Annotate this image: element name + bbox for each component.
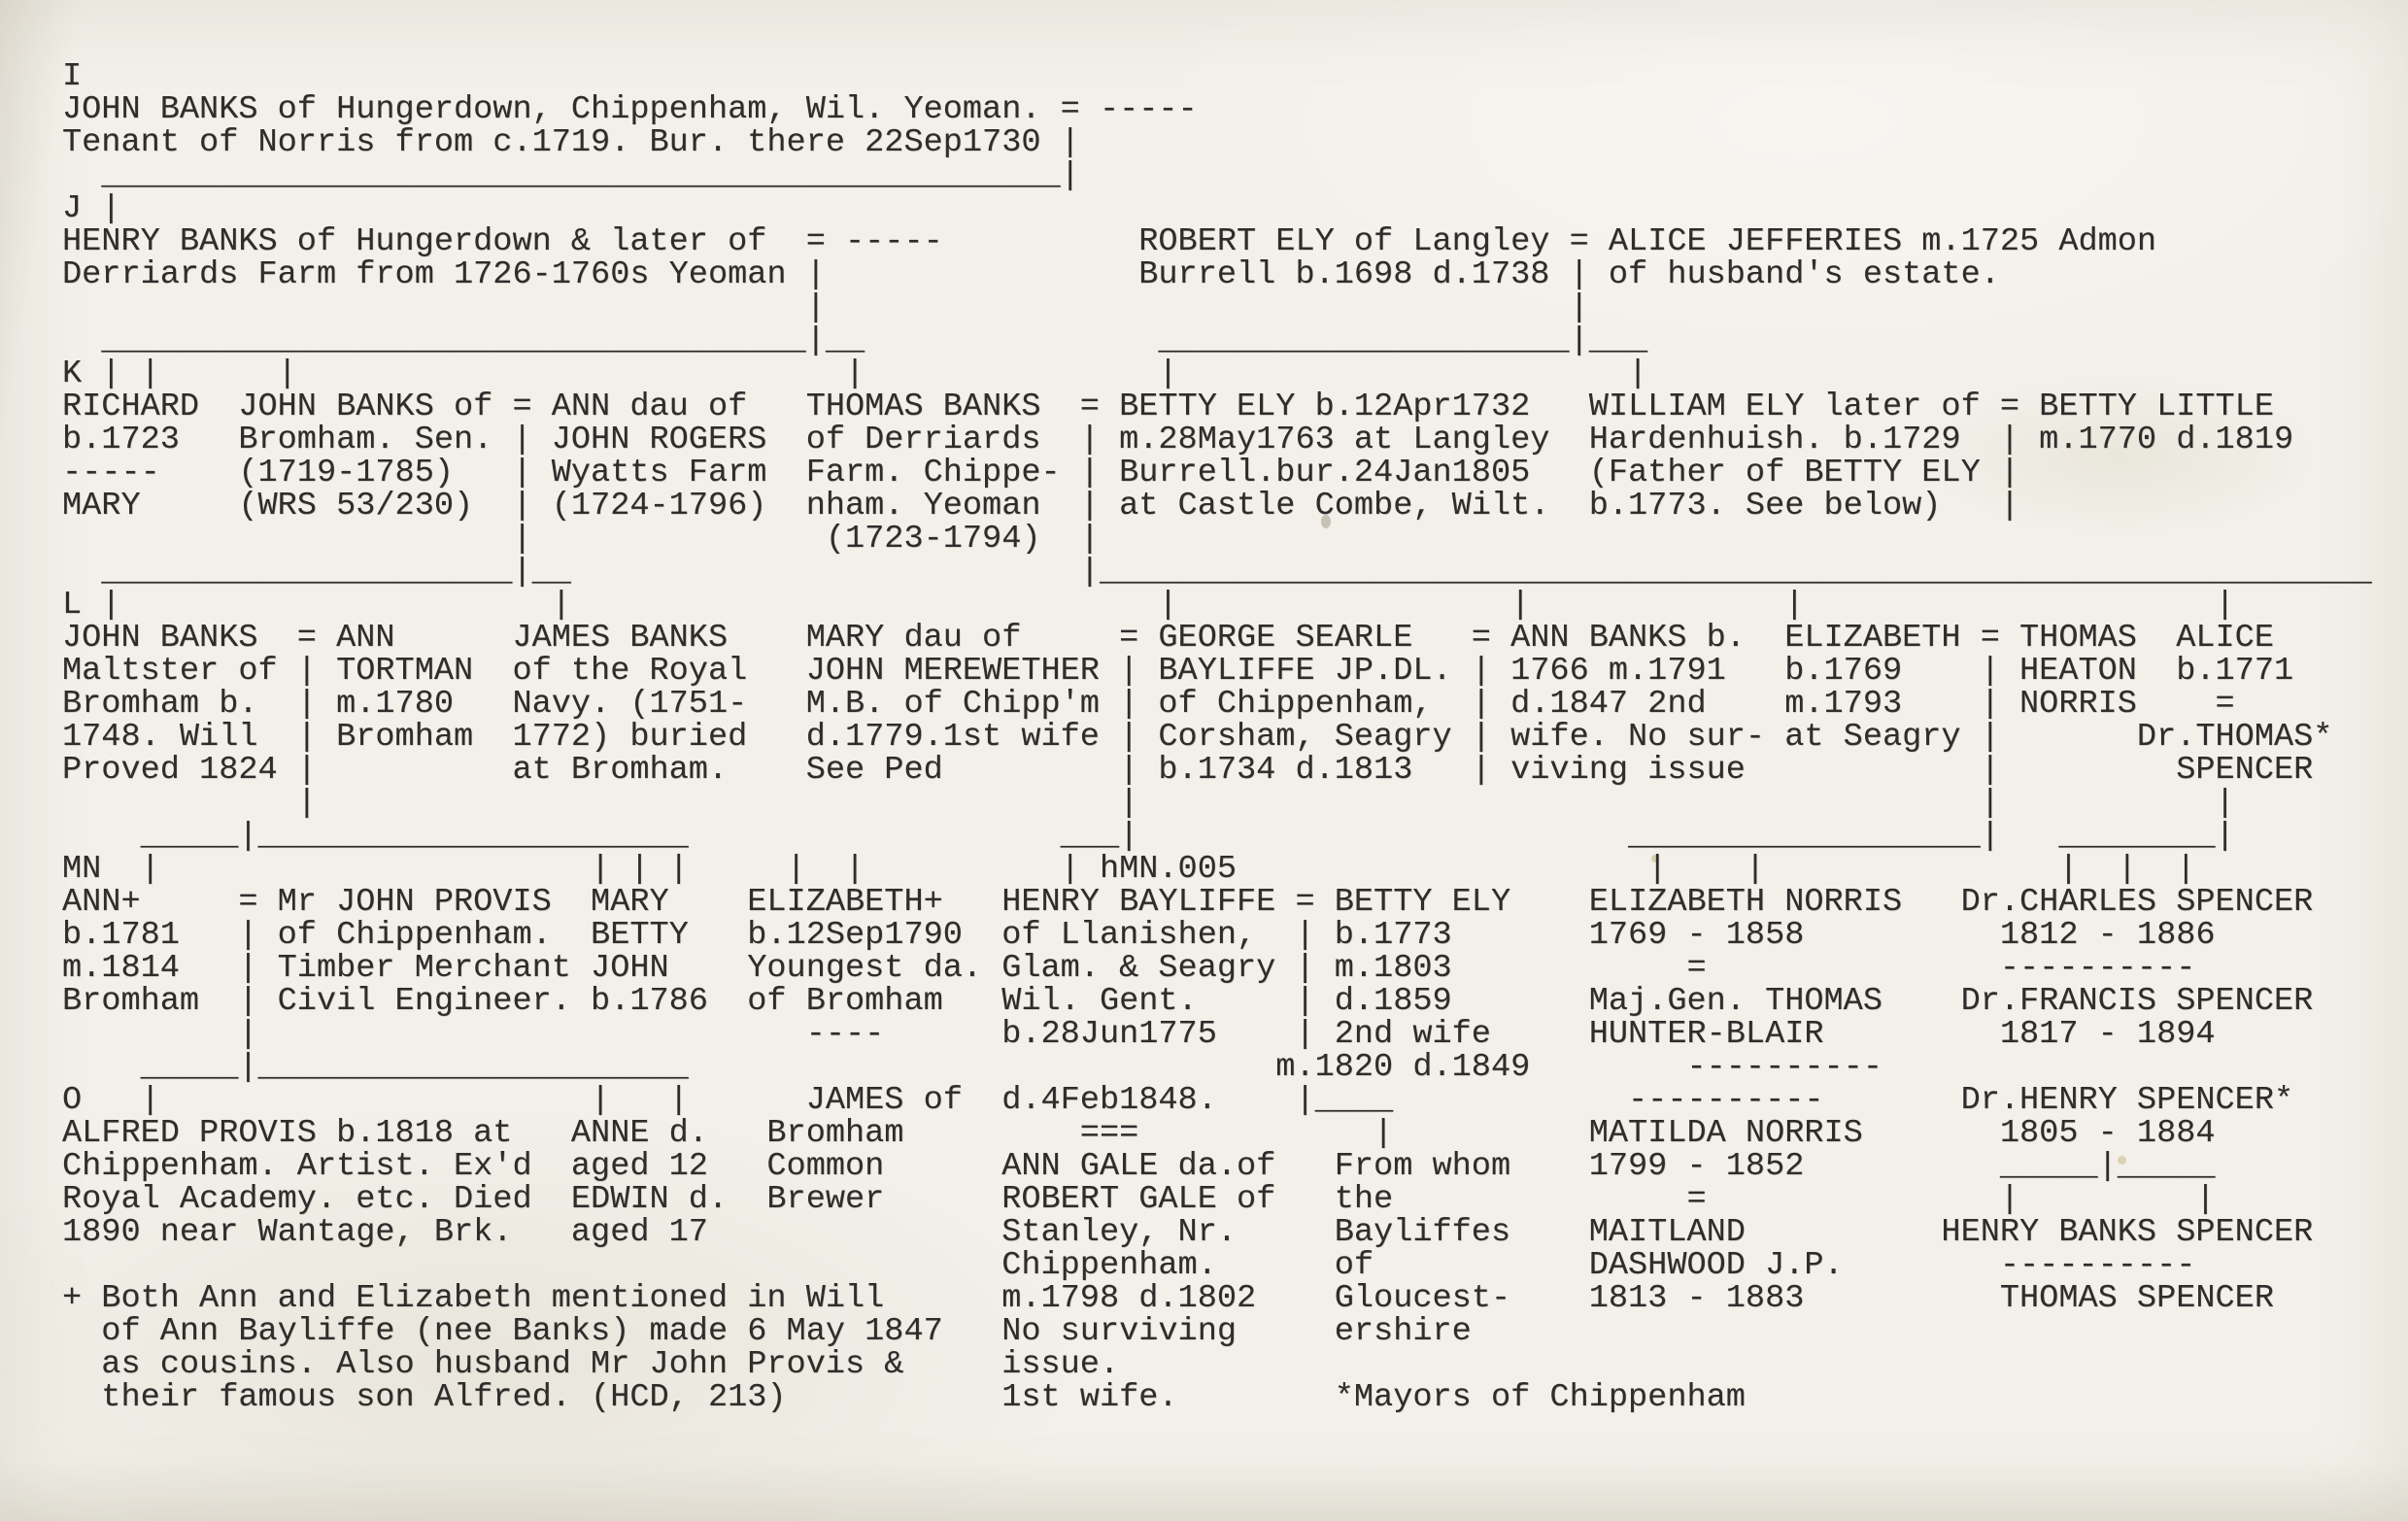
chart-line: of Ann Bayliffe (nee Banks) made 6 May 1847 No surviving ershire: [62, 1313, 1472, 1350]
chart-line: _________________________________________________|: [62, 157, 1080, 194]
chart-line: ANN+ = Mr JOHN PROVIS MARY ELIZABETH+ HENRY BAYLIFFE = BETTY ELY ELIZABETH NORRIS Dr.CHARLES SPENCER: [62, 884, 2314, 921]
chart-line: | ---- b.28Jun1775 | 2nd wife HUNTER-BLAIR 1817 - 1894: [62, 1016, 2216, 1053]
chart-line: L | | | | | |: [62, 587, 2235, 624]
chart-line: JOHN BANKS = ANN JAMES BANKS MARY dau of = GEORGE SEARLE = ANN BANKS b. ELIZABETH = THOMAS ALICE: [62, 620, 2274, 657]
chart-line: _____|______________________ ___| __________________| ________|: [62, 818, 2235, 855]
chart-line: _____|______________________ m.1820 d.1849 ----------: [62, 1049, 1882, 1086]
chart-line: b.1781 | of Chippenham. BETTY b.12Sep1790 of Llanishen, | b.1773 1769 - 1858 1812 - 1886: [62, 917, 2216, 954]
chart-line: _____________________|__ |_________________________________________________________________: [62, 554, 2372, 591]
chart-line: Maltster of | TORTMAN of the Royal JOHN MEREWETHER | BAYLIFFE JP.DL. | 1766 m.1791 b.1769 | HEATON b.1771: [62, 653, 2294, 690]
chart-line: | (1723-1794) |: [62, 521, 1100, 558]
chart-line: Proved 1824 | at Bromham. See Ped | b.1734 d.1813 | viving issue | SPENCER: [62, 752, 2314, 789]
chart-line: JOHN BANKS of Hungerdown, Chippenham, Wil. Yeoman. = -----: [62, 91, 1198, 128]
chart-line: Bromham b. | m.1780 Navy. (1751- M.B. of Chipp'm | of Chippenham, | d.1847 2nd m.1793 | NORRIS =: [62, 686, 2235, 723]
chart-line: | | | |: [62, 785, 2235, 822]
chart-line: HENRY BANKS of Hungerdown & later of = ----- ROBERT ELY of Langley = ALICE JEFFERIES m.1725 Admon: [62, 223, 2157, 260]
chart-line: Derriards Farm from 1726-1760s Yeoman | Burrell b.1698 d.1738 | of husband's estate.: [62, 256, 2000, 293]
chart-line: ALFRED PROVIS b.1818 at ANNE d. Bromham === | MATILDA NORRIS 1805 - 1884: [62, 1115, 2216, 1152]
chart-line: ----- (1719-1785) | Wyatts Farm Farm. Chippe- | Burrell.bur.24Jan1805 (Father of BETTY ELY |: [62, 455, 2020, 491]
chart-line: 1890 near Wantage, Brk. aged 17 Stanley, Nr. Bayliffes MAITLAND HENRY BANKS SPENCER: [62, 1214, 2314, 1251]
chart-line: 1748. Will | Bromham 1772) buried d.1779.1st wife | Corsham, Seagry | wife. No sur- at Seagry | Dr.THOMAS*: [62, 719, 2333, 756]
chart-line: m.1814 | Timber Merchant JOHN Youngest da. Glam. & Seagry | m.1803 = ----------: [62, 950, 2196, 987]
chart-line: Tenant of Norris from c.1719. Bur. there 22Sep1730 |: [62, 124, 1080, 161]
chart-line: MN | | | | | | | hMN.005 | | | | |: [62, 851, 2196, 888]
chart-line: RICHARD JOHN BANKS of = ANN dau of THOMAS BANKS = BETTY ELY b.12Apr1732 WILLIAM ELY later of = BETTY LITTLE: [62, 389, 2274, 425]
chart-line: I: [62, 58, 83, 95]
chart-line: Royal Academy. etc. Died EDWIN d. Brewer ROBERT GALE of the = | |: [62, 1181, 2216, 1218]
chart-line: MARY (WRS 53/230) | (1724-1796) nham. Yeoman | at Castle Combe, Wilt. b.1773. See below) |: [62, 488, 2020, 524]
chart-line: K | | | | | |: [62, 355, 1648, 392]
chart-line: | |: [62, 289, 1589, 326]
chart-line: O | | | JAMES of d.4Feb1848. |____ ---------- Dr.HENRY SPENCER*: [62, 1082, 2294, 1119]
chart-line: ____________________________________|__ _____________________|___: [62, 322, 1648, 359]
genealogy-chart-text: [62, 60, 2372, 1414]
chart-line: + Both Ann and Elizabeth mentioned in Will m.1798 d.1802 Gloucest- 1813 - 1883 THOMAS SPENCER: [62, 1280, 2274, 1317]
chart-line: b.1723 Bromham. Sen. | JOHN ROGERS of Derriards | m.28May1763 at Langley Hardenhuish. b.1729 | m.1770 d.1819: [62, 422, 2294, 458]
chart-line: as cousins. Also husband Mr John Provis & issue.: [62, 1346, 1120, 1383]
chart-line: J |: [62, 190, 121, 227]
chart-line: their famous son Alfred. (HCD, 213) 1st wife. *Mayors of Chippenham: [62, 1379, 1746, 1416]
chart-line: Bromham | Civil Engineer. b.1786 of Bromham Wil. Gent. | d.1859 Maj.Gen. THOMAS Dr.FRANCIS SPENCER: [62, 983, 2314, 1020]
chart-line: Chippenham. Artist. Ex'd aged 12 Common ANN GALE da.of From whom 1799 - 1852 _____|_____: [62, 1148, 2216, 1185]
chart-line: Chippenham. of DASHWOOD J.P. ----------: [62, 1247, 2196, 1284]
